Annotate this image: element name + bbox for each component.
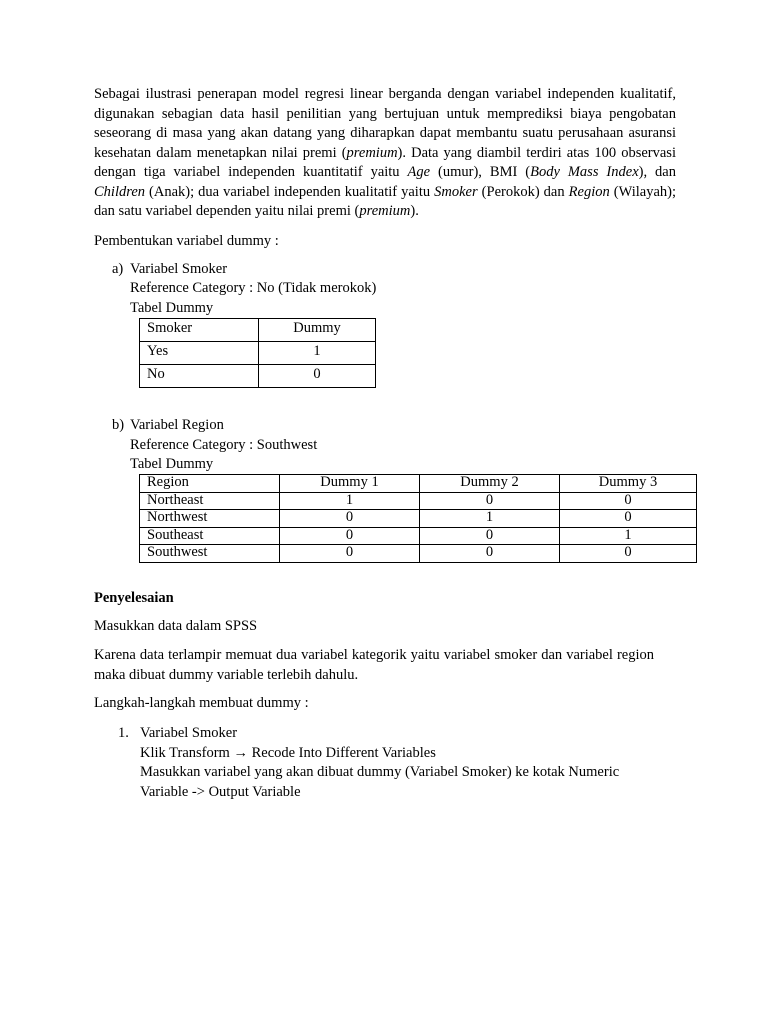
table-header-cell: Dummy 2 [420,475,560,493]
table-row [140,365,376,388]
input-spss-text: Masukkan data dalam SPSS [94,618,258,634]
table-row [140,492,697,510]
table-header-row [140,319,376,342]
table-cell: 0 [280,527,420,545]
section-b-reference: Reference Category : Southwest [130,437,318,453]
step1-marker: 1. [118,725,129,741]
table-cell: 0 [280,545,420,563]
table-header-cell: Region [140,475,280,493]
table-row [140,342,376,365]
table-header-cell: Dummy 1 [280,475,420,493]
smoker-dummy-table [139,318,376,388]
table-cell: Northwest [140,510,280,528]
table-row [140,510,697,528]
section-a-marker: a) [112,261,124,277]
section-a-table-label: Tabel Dummy [130,300,214,316]
solution-heading: Penyelesaian [94,590,174,606]
step1-line1: Klik Transform → Recode Into Different Variables [140,745,436,761]
table-cell: 1 [259,342,376,365]
table-header-cell: Dummy 3 [560,475,697,493]
explanation-paragraph: Karena data terlampir memuat dua variabel kategorik yaitu variabel smoker dan variabel region maka dibuat dummy variable terlebih dahulu. [94,647,654,683]
section-b-table-label: Tabel Dummy [130,456,214,472]
table-row [140,527,697,545]
table-cell: Southeast [140,527,280,545]
table-cell: 0 [420,545,560,563]
section-a-title: Variabel Smoker [130,261,228,277]
table-cell: 0 [560,545,697,563]
table-cell: 1 [560,527,697,545]
table-header-row [140,475,697,493]
dummy-heading: Pembentukan variabel dummy : [94,233,279,249]
table-cell: Northeast [140,492,280,510]
table-cell: 0 [259,365,376,388]
intro-paragraph: Sebagai ilustrasi penerapan model regresi linear berganda dengan variabel independen kualitatif, digunakan sebagian data hasil penilitian yang bertujuan untuk memprediksi biaya pengobatan seseorang di masa yang akan datang yang diharapkan dapat membantu suatu perusahaan asuransi kesehatan dalam menetapkan nilai premi (premium). Data yang diambil terdiri atas 100 observasi dengan tiga variabel independen kuantitatif yaitu Age (umur), BMI (Body Mass Index), dan Children (Anak); dua variabel independen kualitatif yaitu Smoker (Perokok) dan Region (Wilayah); dan satu variabel dependen yaitu nilai premi (premium). [94,86,676,219]
table-cell: 0 [560,492,697,510]
table-row [140,545,697,563]
table-header-cell: Smoker [140,319,259,342]
step1-line3: Variable -> Output Variable [140,784,301,800]
section-b-marker: b) [112,417,125,433]
table-cell: Southwest [140,545,280,563]
region-dummy-table [139,474,697,563]
table-cell: 0 [280,510,420,528]
steps-heading: Langkah-langkah membuat dummy : [94,695,309,711]
section-b-title: Variabel Region [130,417,224,433]
section-a-reference: Reference Category : No (Tidak merokok) [130,280,377,296]
table-cell: 1 [280,492,420,510]
step1-line2: Masukkan variabel yang akan dibuat dummy (Variabel Smoker) ke kotak Numeric [140,764,620,780]
table-header-cell: Dummy [259,319,376,342]
table-cell: Yes [140,342,259,365]
table-cell: 0 [420,492,560,510]
table-cell: No [140,365,259,388]
table-cell: 0 [560,510,697,528]
table-cell: 1 [420,510,560,528]
step1-title: Variabel Smoker [140,725,238,741]
table-cell: 0 [420,527,560,545]
